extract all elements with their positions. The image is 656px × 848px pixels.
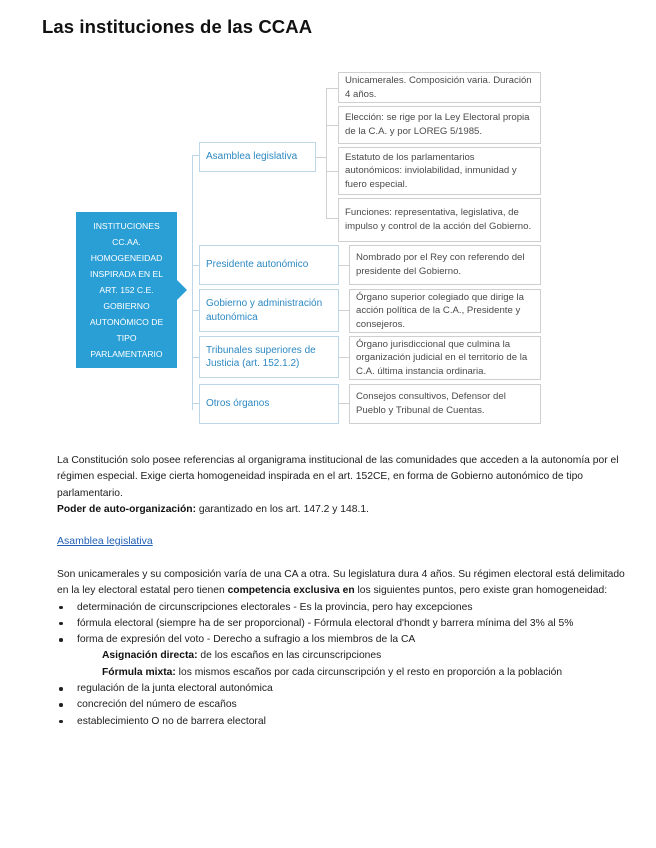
list-item: fórmula electoral (siempre ha de ser proporcional) - Fórmula electoral d'hondt y barrera mínima del 3% al 5% (57, 616, 632, 632)
leaf-estatuto: Estatuto de los parlamentarios autonómicos: inviolabilidad, inmunidad y fuero especial. (338, 147, 541, 195)
branch-asamblea: Asamblea legislativa (199, 142, 316, 172)
section-text-a: Son unicamerales y su composición varía de una CA a otra. Su legislatura dura 4 años. Su régimen electoral está delimitado en la ley electoral estatal pero tienen (57, 569, 625, 597)
connector-5 (192, 403, 199, 404)
connector-2 (192, 265, 199, 266)
branch-presidente: Presidente autonómico (199, 245, 339, 285)
connector-3 (192, 310, 199, 311)
section-intro (57, 567, 632, 600)
section-text-bold: competencia exclusiva en (227, 585, 355, 597)
branch-otros: Otros órganos (199, 384, 339, 424)
section-paragraph (57, 567, 632, 730)
connector-sub-4 (326, 218, 338, 219)
list-item: determinación de circunscripciones electorales - Es la provincia, pero hay excepciones (57, 600, 632, 616)
section-text-b: los siguientes puntos, pero existe gran homogeneidad: (354, 585, 608, 597)
connector-1 (192, 155, 199, 156)
root-box: INSTITUCIONES CC.AA. HOMOGENEIDAD INSPIRADA EN EL ART. 152 C.E. GOBIERNO AUTONÓMICO DE TIPO PARLAMENTARIO (76, 212, 177, 368)
sub1-label: Asignación directa: (102, 650, 198, 662)
sub-item-asignacion (57, 648, 632, 664)
bullet-list-2 (57, 681, 632, 730)
list-item: concreción del número de escaños (57, 697, 632, 713)
connector-pres (339, 265, 349, 266)
leaf-unicamerales: Unicamerales. Composición varia. Duración 4 años. (338, 72, 541, 103)
branch-gobierno: Gobierno y administración autonómica (199, 289, 339, 332)
power-text: garantizado en los art. 147.2 y 148.1. (196, 503, 369, 515)
connector-sub-2 (326, 125, 338, 126)
page-title: Las instituciones de las CCAA (42, 16, 313, 37)
connector-gob (339, 310, 349, 311)
list-item: regulación de la junta electoral autonómica (57, 681, 632, 697)
connector-sub-1 (326, 88, 338, 89)
list-item: forma de expresión del voto - Derecho a sufragio a los miembros de la CA (57, 632, 632, 648)
sub2-text: los mismos escaños por cada circunscripción y el resto en proporción a la población (175, 666, 563, 678)
connector-otros (339, 403, 349, 404)
connector-sub-trunk (326, 88, 327, 218)
intro-paragraph (57, 453, 632, 518)
bullet-list (57, 600, 632, 649)
branch-tribunales: Tribunales superiores de Justicia (art. 152.1.2) (199, 336, 339, 378)
leaf-funciones: Funciones: representativa, legislativa, de impulso y control de la acción del Gobierno. (338, 198, 541, 242)
root-arrow (177, 280, 187, 300)
leaf-otros: Consejos consultivos, Defensor del Pueblo y Tribunal de Cuentas. (349, 384, 541, 424)
connector-trunk (192, 155, 193, 410)
power-line (57, 502, 632, 518)
connector-mid (316, 157, 326, 158)
power-label: Poder de auto-organización: (57, 503, 197, 515)
sub1-text: de los escaños en las circunscripciones (197, 650, 382, 662)
leaf-gobierno: Órgano superior colegiado que dirige la acción política de la C.A., Presidente y consejeros. (349, 289, 541, 333)
connector-sub-3 (326, 171, 338, 172)
intro-text: La Constitución solo posee referencias al organigrama institucional de las comunidades que acceden a la autonomía por el régimen especial. Exige cierta homogeneidad inspirada en el art. 152CE, en forma de Gobierno autonómico de tipo parlamentario. (57, 455, 619, 499)
connector-4 (192, 357, 199, 358)
list-item: establecimiento O no de barrera electoral (57, 714, 632, 730)
sub-item-formula (57, 665, 632, 681)
connector-trib (339, 357, 349, 358)
leaf-eleccion: Elección: se rige por la Ley Electoral propia de la C.A. y por LOREG 5/1985. (338, 106, 541, 144)
leaf-tribunales: Órgano jurisdiccional que culmina la organización judicial en el territorio de la C.A. última instancia ordinaria. (349, 336, 541, 380)
sub2-label: Fórmula mixta: (102, 666, 176, 678)
section-link-asamblea[interactable]: Asamblea legislativa (57, 535, 153, 547)
leaf-presidente: Nombrado por el Rey con referendo del presidente del Gobierno. (349, 245, 541, 285)
